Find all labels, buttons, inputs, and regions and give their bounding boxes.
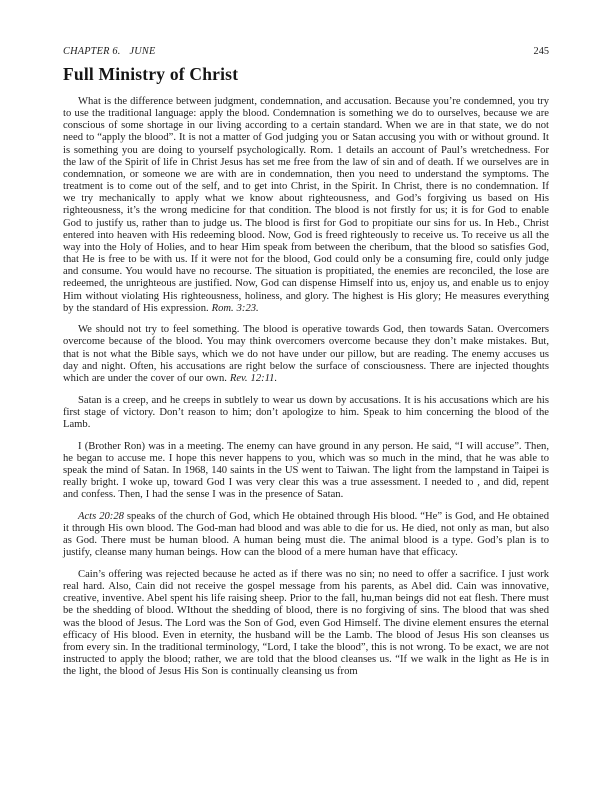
paragraph bbox=[63, 395, 549, 431]
document-content bbox=[63, 64, 549, 688]
page-header bbox=[63, 46, 549, 57]
paragraph bbox=[63, 569, 549, 678]
running-head bbox=[63, 46, 155, 57]
paragraph-text: speaks of the church of God, which He obtained through His blood. “He” is God, and He obtained it through His own blood. The God-man had blood and was able to die for us. He died, not only as man, but also as God. There must be human blood. A human being must die. The animal blood is a type. God’s plan is to justify, cleanse many human beings. How can the blood of a mere human have that efficacy. bbox=[63, 510, 550, 559]
paragraph-text: We should not try to feel something. The blood is operative towards God, then towards Satan. Overcomers overcome because of the blood. You may think overcomers overcome because they don’t make mistakes. But, that is not what the Bible says, which we do not have under our pillow, but are reading. The enemy accuses us day and night. Often, his accusations are right below the surface of consciousness. There are injected thoughts which are under the cover of our own. bbox=[63, 324, 549, 384]
chapter-label: CHAPTER 6. bbox=[63, 46, 121, 57]
month-label: JUNE bbox=[129, 46, 156, 57]
scripture-reference: Rev. 12:11. bbox=[229, 372, 278, 384]
paragraph bbox=[63, 511, 549, 560]
paragraph bbox=[63, 441, 549, 502]
paragraph bbox=[63, 96, 549, 315]
paragraph-text: Cain’s offering was rejected because he acted as if there was no sin; no need to offer a sacrifice. I just work real hard. Also, Cain did not receive the gospel message from his parents, as Abel did. Cain was innovative, creative, inventive. Abel spent his life raising sheep. Prior to the fall, hu,man beings did not eat flesh. There must be the shedding of blood. WIthout the shedding of blood, there is no forgiving of sins. The blood that was shed was the blood of Jesus. The Lord was the Son of God, even God Himself. The divine element ensures the eternal efficacy of His blood. Even in eternity, the husband will be the Lamb. The blood of Jesus His son cleanses us from every sin. In the traditional terminology, “Lord, I take the blood”, this is not wrong. To be exact, we are not instructed to apply the blood; rather, we are told that the blood cleanses us. “If we walk in the light as He is in the light, the blood of Jesus His Son is continually cleansing us from bbox=[63, 568, 549, 678]
paragraph-text: What is the difference between judgment, condemnation, and accusation. Because you’re condemned, you try to use the traditional language: apply the blood. Condemnation is something we do to ourselves, because we are conscious of some shortage in our living according to a certain standard. When we are in that state, we do not need to “apply the blood”. It is not a matter of God judging you or Satan accusing you with or without ground. It is something you are doing to yourself psychologically. Rom. 1 details an account of Paul’s wretchedness. For the law of the Spirit of life in Christ Jesus has set me free from the law of sin and of death. If we ourselves are in condemnation, or someone we are with are in condemnation, then you need to understand the symptoms. The treatment is to come out of the self, and to get into Christ, in the Spirit. In Christ, there is no condemnation. If we try mechanically to apply what we know about righteousness, and God’s forgiving us based on His righteousness, it’s the wrong medicine for that condition. The blood is not firstly for us; it is for God to enable God to justify us, rather than to judge us. The blood is first for God to propitiate our sins for us. In Heb., Christ entered into heaven with His redeeming blood. Now, God is freed righteously to receive us. To receive us all the way into the Holy of Holies, and to hear Him speak from between the cheribum, that the blood so satisfies God, that He is free to be with us. If it were not for the blood, God could only be a consuming fire, could only judge and consume. You would have no recourse. The situation is propitiated, the enemies are reconciled, the lose are redeemed, the unrighteous are justified. Now, God can dispense Himself into us, enjoy us, and enable us to enjoy Him without violating His righteousness, holiness, and glory. The highest is His glory; He measures everything by the standard of His expression. bbox=[63, 96, 549, 314]
paragraph-text: I (Brother Ron) was in a meeting. The enemy can have ground in any person. He said, “I will accuse”. Then, he began to accuse me. I hope this never happens to you, which was so much in the mind, that he was able to speak the mind of Satan. In 1968, 140 saints in the US went to Taiwan. The light from the lampstand in Taipei is really bright. I woke up, toward God I was very clear this was a true assessment. I needed to , and did, repent and confess. Then, I had the sense I was in the presence of Satan. bbox=[63, 440, 549, 501]
page-title: Full Ministry of Christ bbox=[63, 64, 239, 84]
paragraph bbox=[63, 324, 549, 385]
scripture-reference: Acts 20:28 bbox=[78, 510, 124, 522]
paragraph-text: Satan is a creep, and he creeps in subtlely to wear us down by accusations. It is his accusations which are his first stage of victory. Don’t reason to him; don’t apologize to him. Speak to him concerning the blood of the Lamb. bbox=[63, 394, 549, 430]
scripture-reference: Rom. 3:23. bbox=[211, 302, 259, 314]
document-body bbox=[63, 96, 549, 678]
page-number: 245 bbox=[533, 46, 549, 57]
